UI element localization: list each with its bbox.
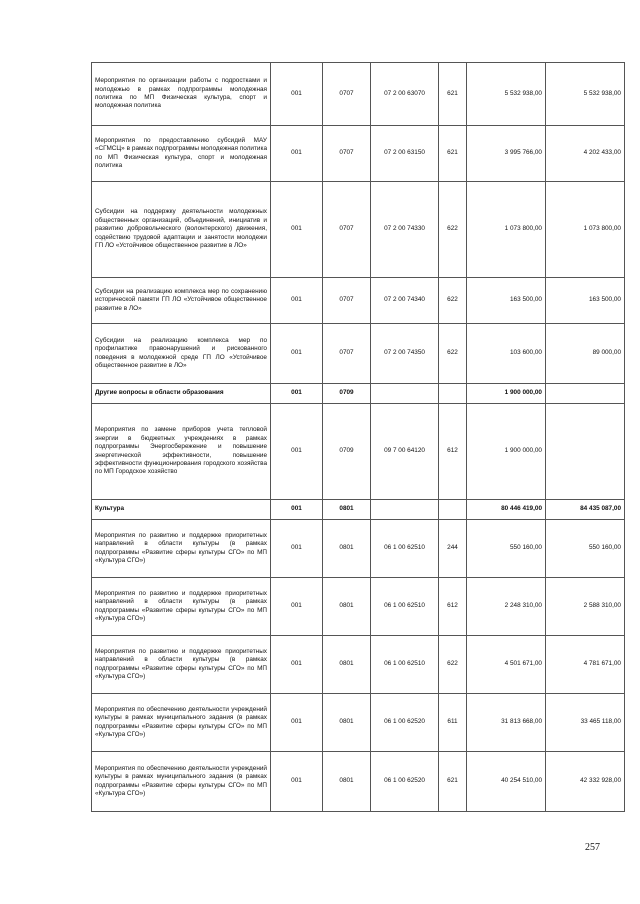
expense-type: 621 <box>439 752 467 812</box>
target-article: 06 1 00 62510 <box>371 520 439 578</box>
target-article: 06 1 00 62510 <box>371 636 439 694</box>
section-code: 0801 <box>323 520 371 578</box>
section-code: 0801 <box>323 500 371 520</box>
section-code: 0707 <box>323 182 371 278</box>
row-description: Другие вопросы в области образования <box>92 384 271 404</box>
table-row <box>92 752 625 812</box>
expense-type: 622 <box>439 278 467 324</box>
table-section-row <box>92 500 625 520</box>
amount-year-1: 31 813 668,00 <box>467 694 546 752</box>
amount-year-2: 5 532 938,00 <box>546 63 625 126</box>
admin-code: 001 <box>271 63 323 126</box>
section-code: 0709 <box>323 384 371 404</box>
row-description: Мероприятия по развитию и поддержке приоритетных направлений в области культуры (в рамках подпрограммы «Развитие сферы культуры СГО» по МП «Культура СГО») <box>92 578 271 636</box>
row-description: Мероприятия по предоставлению субсидий МАУ «СГМСЦ» в рамках подпрограммы молодежная политика по МП Физическая культура, спорт и молодежная политика <box>92 126 271 182</box>
amount-year-2: 163 500,00 <box>546 278 625 324</box>
expense-type: 611 <box>439 694 467 752</box>
section-code: 0707 <box>323 278 371 324</box>
section-code: 0707 <box>323 126 371 182</box>
expense-type: 244 <box>439 520 467 578</box>
table-row <box>92 694 625 752</box>
table-section-row <box>92 384 625 404</box>
expense-type: 621 <box>439 63 467 126</box>
amount-year-1: 1 900 000,00 <box>467 404 546 500</box>
target-article: 09 7 00 64120 <box>371 404 439 500</box>
page-number: 257 <box>585 842 600 853</box>
section-code: 0709 <box>323 404 371 500</box>
admin-code: 001 <box>271 694 323 752</box>
amount-year-2: 89 000,00 <box>546 324 625 384</box>
expense-type: 612 <box>439 404 467 500</box>
target-article: 07 2 00 63150 <box>371 126 439 182</box>
section-code: 0707 <box>323 63 371 126</box>
amount-year-1: 550 160,00 <box>467 520 546 578</box>
amount-year-2: 33 465 118,00 <box>546 694 625 752</box>
admin-code: 001 <box>271 578 323 636</box>
admin-code: 001 <box>271 404 323 500</box>
target-article: 07 2 00 74340 <box>371 278 439 324</box>
admin-code: 001 <box>271 278 323 324</box>
table-row <box>92 126 625 182</box>
expense-type: 622 <box>439 636 467 694</box>
amount-year-1: 40 254 510,00 <box>467 752 546 812</box>
target-article <box>371 384 439 404</box>
row-description: Мероприятия по развитию и поддержке приоритетных направлений в области культуры (в рамках подпрограммы «Развитие сферы культуры СГО» по МП «Культура СГО») <box>92 520 271 578</box>
amount-year-2 <box>546 404 625 500</box>
amount-year-2: 2 588 310,00 <box>546 578 625 636</box>
admin-code: 001 <box>271 126 323 182</box>
row-description: Культура <box>92 500 271 520</box>
amount-year-1: 1 900 000,00 <box>467 384 546 404</box>
budget-table <box>91 62 625 812</box>
expense-type: 622 <box>439 182 467 278</box>
section-code: 0801 <box>323 694 371 752</box>
amount-year-1: 1 073 800,00 <box>467 182 546 278</box>
amount-year-2: 4 202 433,00 <box>546 126 625 182</box>
admin-code: 001 <box>271 324 323 384</box>
row-description: Мероприятия по обеспечению деятельности учреждений культуры в рамках муниципального задания (в рамках подпрограммы «Развитие сферы культуры СГО» по МП «Культура СГО») <box>92 694 271 752</box>
expense-type <box>439 500 467 520</box>
admin-code: 001 <box>271 752 323 812</box>
section-code: 0801 <box>323 578 371 636</box>
amount-year-1: 103 600,00 <box>467 324 546 384</box>
target-article: 06 1 00 62510 <box>371 578 439 636</box>
section-code: 0707 <box>323 324 371 384</box>
amount-year-2: 42 332 928,00 <box>546 752 625 812</box>
table-row <box>92 578 625 636</box>
table-row <box>92 63 625 126</box>
row-description: Мероприятия по организации работы с подростками и молодежью в рамках подпрограммы молодежная политика по МП Физическая культура, спорт и молодежная политика <box>92 63 271 126</box>
amount-year-1: 2 248 310,00 <box>467 578 546 636</box>
table-row <box>92 278 625 324</box>
amount-year-2: 1 073 800,00 <box>546 182 625 278</box>
table-row <box>92 404 625 500</box>
amount-year-2: 84 435 087,00 <box>546 500 625 520</box>
table-row <box>92 636 625 694</box>
target-article <box>371 500 439 520</box>
target-article: 07 2 00 63070 <box>371 63 439 126</box>
table-row <box>92 324 625 384</box>
row-description: Мероприятия по замене приборов учета тепловой энергии в бюджетных учреждениях в рамках подпрограммы Энергосбережение и повышение энергетической эффективности, повышение эффективности функционирования городского хозяйства по МП Городское хозяйство <box>92 404 271 500</box>
admin-code: 001 <box>271 520 323 578</box>
table-row <box>92 520 625 578</box>
section-code: 0801 <box>323 752 371 812</box>
row-description: Мероприятия по обеспечению деятельности учреждений культуры в рамках муниципального задания (в рамках подпрограммы «Развитие сферы культуры СГО» по МП «Культура СГО») <box>92 752 271 812</box>
target-article: 07 2 00 74330 <box>371 182 439 278</box>
amount-year-2: 4 781 671,00 <box>546 636 625 694</box>
expense-type <box>439 384 467 404</box>
admin-code: 001 <box>271 636 323 694</box>
row-description: Мероприятия по развитию и поддержке приоритетных направлений в области культуры (в рамках подпрограммы «Развитие сферы культуры СГО» по МП «Культура СГО») <box>92 636 271 694</box>
row-description: Субсидии на реализацию комплекса мер по сохранению исторической памяти ГП ЛО «Устойчивое общественное развитие в ЛО» <box>92 278 271 324</box>
row-description: Субсидии на реализацию комплекса мер по профилактике правонарушений и рискованного поведения в молодежной среде ГП ЛО «Устойчивое общественное развитие в ЛО» <box>92 324 271 384</box>
expense-type: 612 <box>439 578 467 636</box>
admin-code: 001 <box>271 182 323 278</box>
expense-type: 621 <box>439 126 467 182</box>
section-code: 0801 <box>323 636 371 694</box>
amount-year-1: 3 995 766,00 <box>467 126 546 182</box>
admin-code: 001 <box>271 500 323 520</box>
amount-year-1: 80 446 419,00 <box>467 500 546 520</box>
amount-year-1: 163 500,00 <box>467 278 546 324</box>
amount-year-2 <box>546 384 625 404</box>
row-description: Субсидии на поддержку деятельности молодежных общественных организаций, объединений, инициатив и развитию добровольческого (волонтерского) движения, содействию трудовой адаптации и занятости молодежи ГП ЛО «Устойчивое общественное развитие в ЛО» <box>92 182 271 278</box>
target-article: 06 1 00 62520 <box>371 752 439 812</box>
target-article: 06 1 00 62520 <box>371 694 439 752</box>
amount-year-1: 4 501 671,00 <box>467 636 546 694</box>
amount-year-2: 550 160,00 <box>546 520 625 578</box>
table-row <box>92 182 625 278</box>
amount-year-1: 5 532 938,00 <box>467 63 546 126</box>
expense-type: 622 <box>439 324 467 384</box>
admin-code: 001 <box>271 384 323 404</box>
target-article: 07 2 00 74350 <box>371 324 439 384</box>
